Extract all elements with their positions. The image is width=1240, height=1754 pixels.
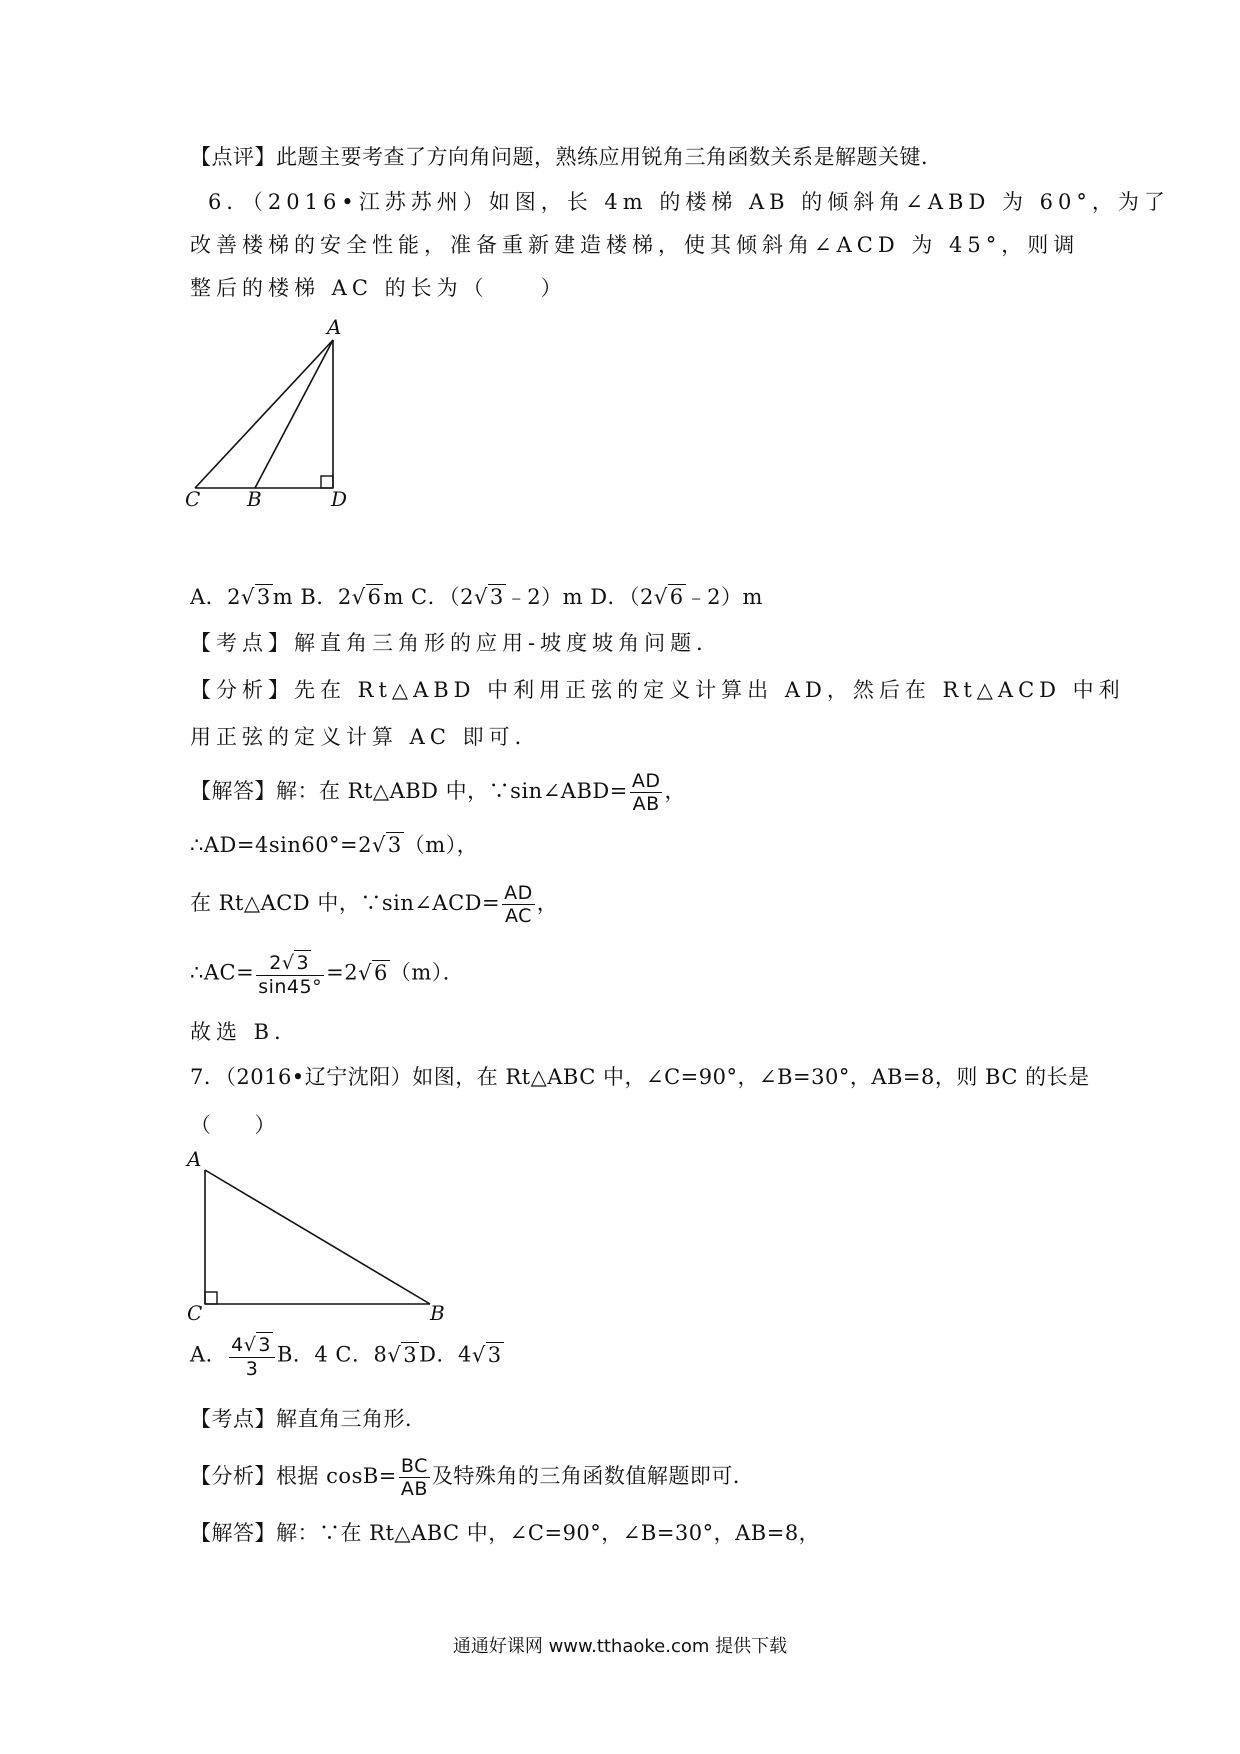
q6-kaodian: 【考点】解直角三角形的应用-坡度坡角问题． <box>190 631 723 655</box>
q7-label-b: B <box>430 1301 445 1325</box>
q6-line-ac <box>195 340 333 488</box>
q7-label-c: C <box>187 1301 203 1325</box>
q6-stem-line1: 6．（2016•江苏苏州）如图，长 4m 的楼梯 AB 的倾斜角∠ABD 为 60°，为了 <box>208 190 1170 214</box>
q6-answer: 故选 B． <box>190 1020 301 1044</box>
q7-right-angle-mark <box>205 1292 217 1304</box>
q7-fenxi: 【分析】根据 cosB= $\frac{BC}{AB}$ 及特殊角的三角函数值解题即可． <box>190 1455 755 1500</box>
q6-jieda-line2: ∴AD=4sin60°=2√3（m）， <box>190 833 479 857</box>
q6-jieda-line3: 在 Rt△ACD 中，∵sin∠ACD= $\frac{AD}{AC}$ ， <box>190 882 559 927</box>
q6-label-d: D <box>331 487 348 511</box>
q6-fenxi-line1: 【分析】先在 Rt△ABD 中利用正弦的定义计算出 AD，然后在 Rt△ACD 中利 <box>190 678 1125 702</box>
q7-stem-line2: （ ） <box>190 1113 276 1137</box>
q6-triangle-figure <box>185 315 375 511</box>
q6-fenxi-line2: 用正弦的定义计算 AC 即可． <box>190 725 541 749</box>
q6-stem-line2: 改善楼梯的安全性能，准备重新建造楼梯，使其倾斜角∠ACD 为 45°，则调 <box>190 233 1080 257</box>
q7-jieda: 【解答】解：∵在 Rt△ABC 中，∠C=90°，∠B=30°，AB=8， <box>190 1521 821 1545</box>
q7-line-ab <box>205 1170 430 1304</box>
q6-label-b: B <box>247 487 262 511</box>
q7-triangle-figure <box>185 1148 455 1323</box>
q6-options: A．2√3m B．2√6m C．（2√3﹣2）m D．（2√6﹣2）m <box>190 585 763 609</box>
q6-line-ab <box>255 340 333 488</box>
q6-jieda-line1: 【解答】解：在 Rt△ABD 中，∵sin∠ABD= $\frac{AD}{AB}$ ， <box>190 770 686 815</box>
q7-stem-line1: 7．（2016•辽宁沈阳）如图，在 Rt△ABC 中，∠C=90°，∠B=30°，AB=8，则 BC 的长是 <box>190 1065 1090 1089</box>
q6-jieda-line4: ∴AC= $\frac{2√ 3}{\sin 45^\circ}$ =2√6（m）． <box>190 952 465 998</box>
q6-stem-line3: 整后的楼梯 AC 的长为（ ） <box>190 276 567 300</box>
q7-options: A． $\frac{4√ 3}{3}$ B．4 C．8√3D．4√3 <box>190 1334 502 1380</box>
q7-kaodian: 【考点】解直角三角形． <box>190 1407 427 1431</box>
q6-label-c: C <box>185 487 201 511</box>
q7-label-a: A <box>187 1147 202 1171</box>
page-footer: 通通好课网 www.tthaoke.com 提供下载 <box>452 1636 788 1657</box>
q6-label-a: A <box>327 315 342 339</box>
q5-comment: 【点评】此题主要考查了方向角问题，熟练应用锐角三角函数关系是解题关键． <box>190 145 943 169</box>
